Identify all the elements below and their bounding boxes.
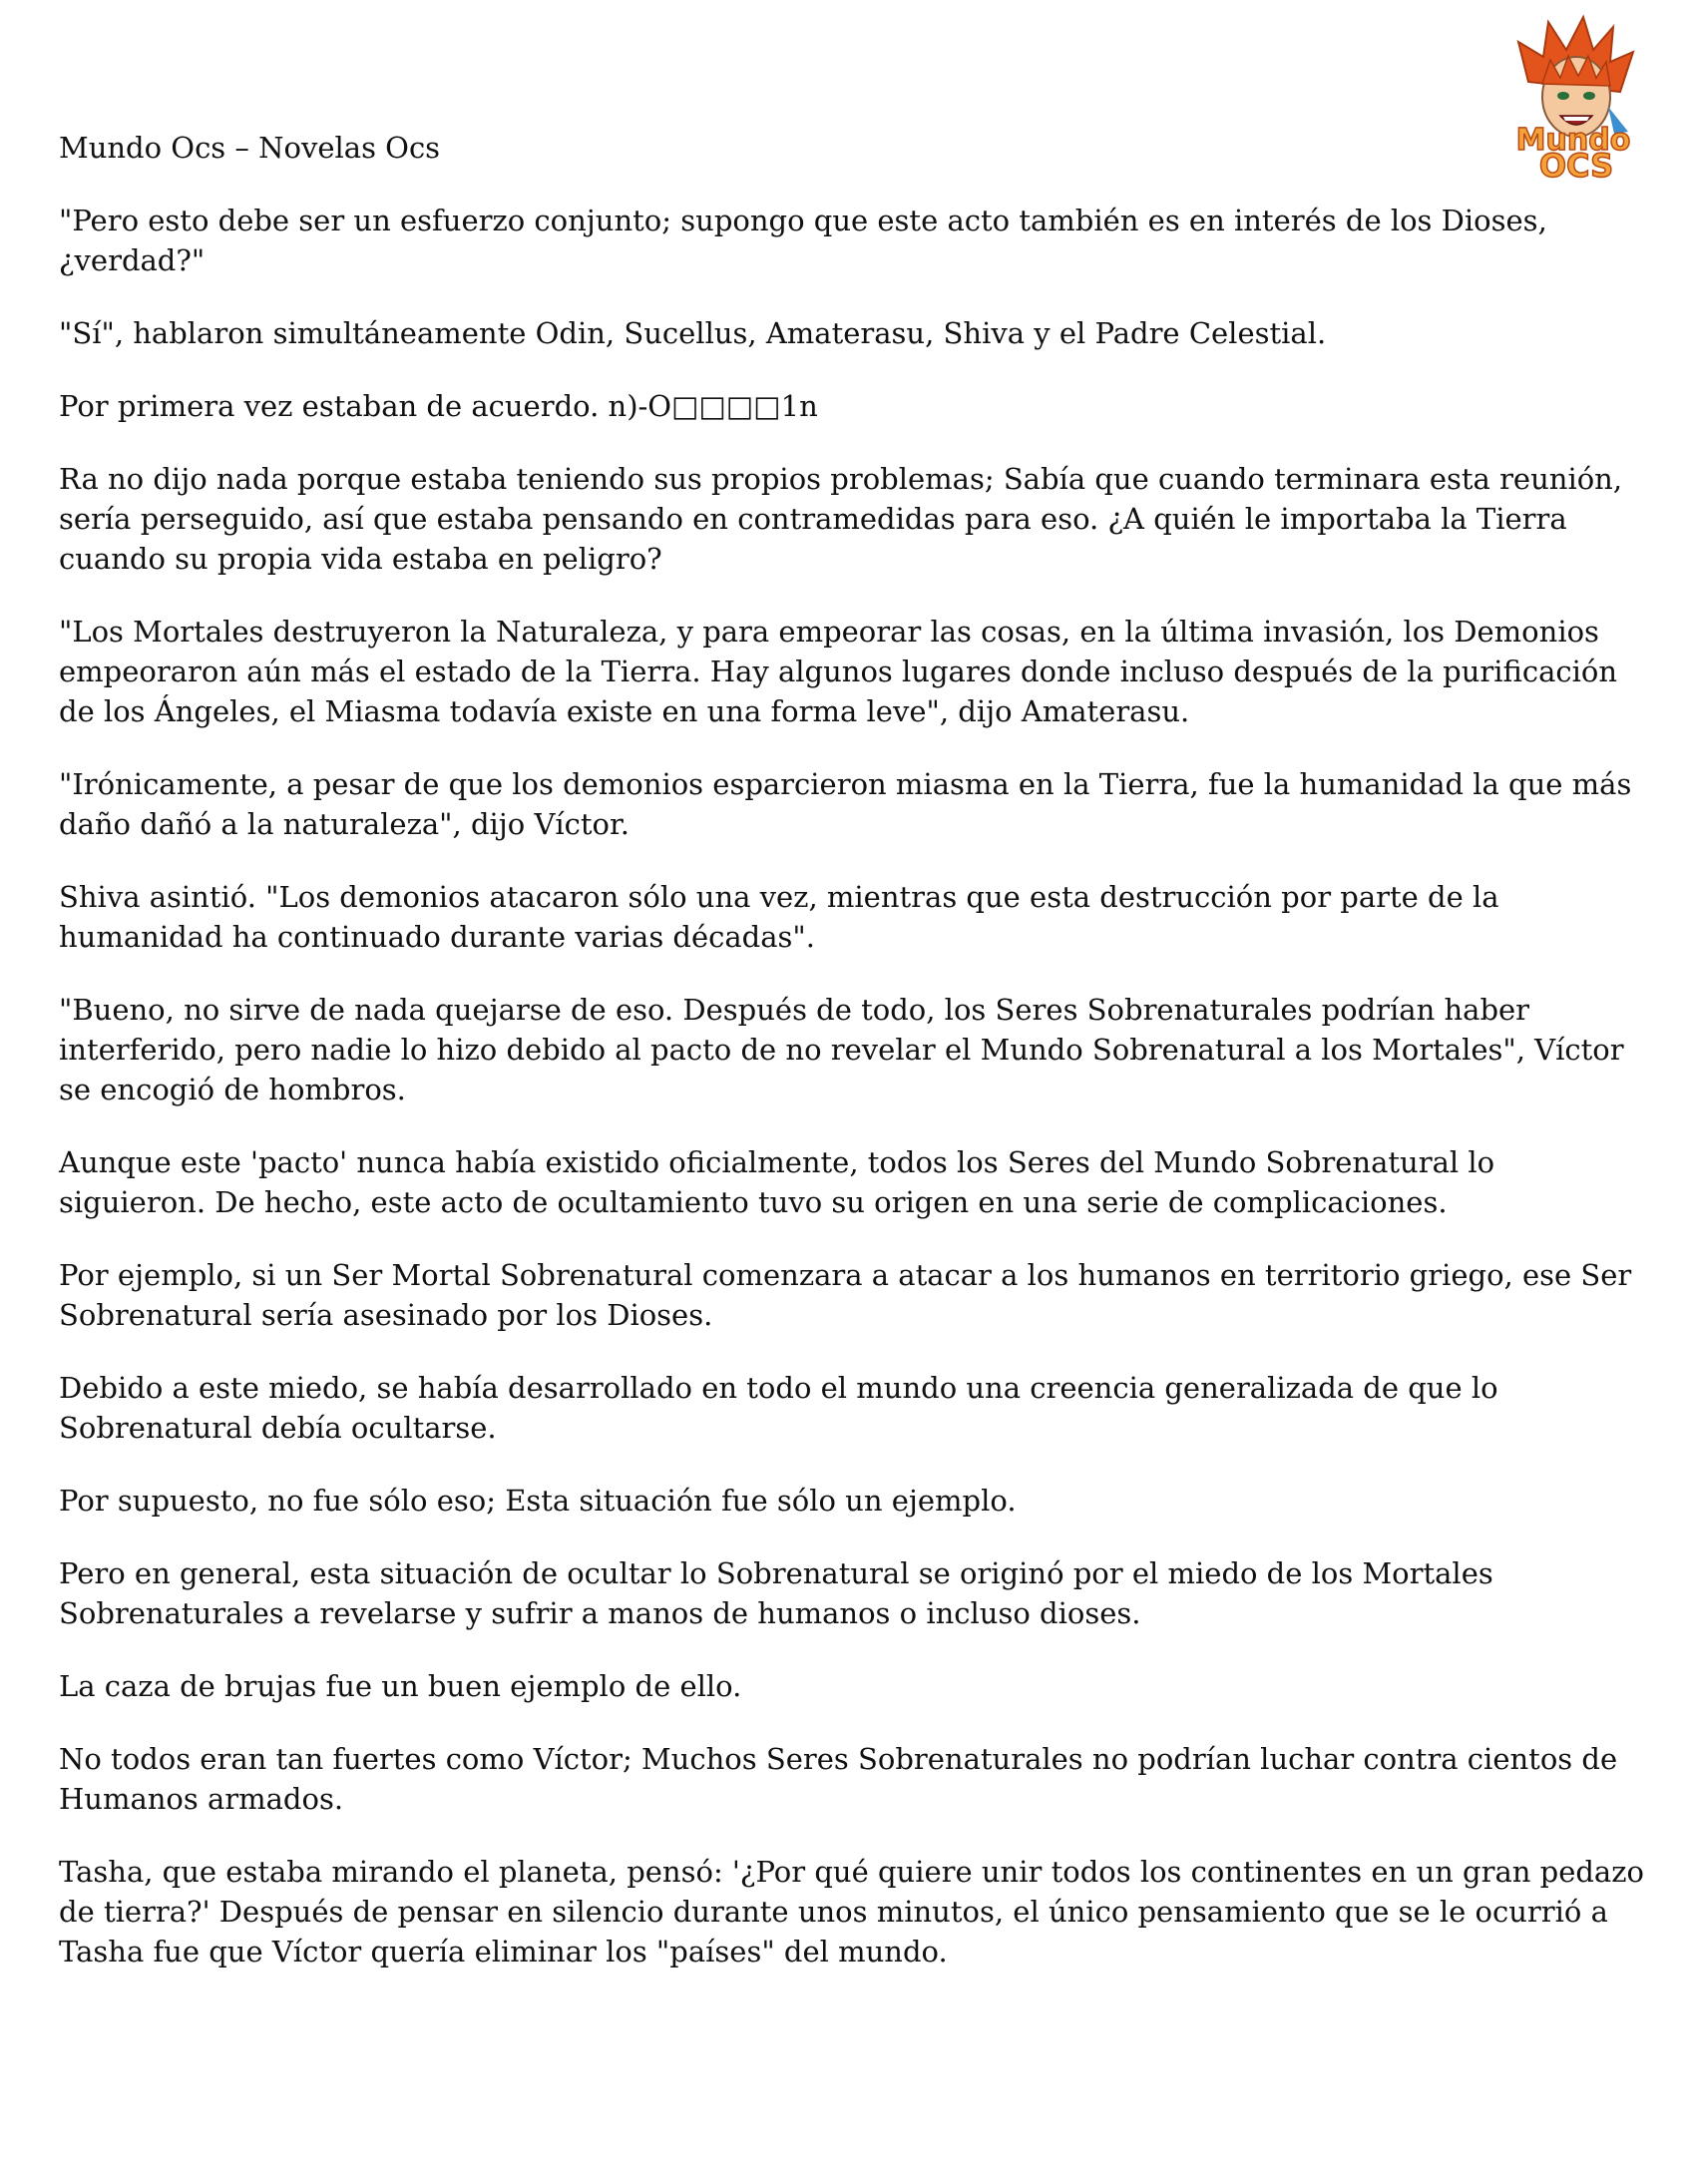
paragraph: "Bueno, no sirve de nada quejarse de eso. Después de todo, los Seres Sobrenaturales podrían haber interferido, pero nadie lo hizo debido al pacto de no revelar el Mundo Sobrenatural a los Mortales", Víctor se encogió de hombros. [59, 993, 1624, 1106]
logo-text-ocs: OCS [1538, 147, 1614, 182]
paragraph: "Los Mortales destruyeron la Naturaleza, y para empeorar las cosas, en la última invasión, los Demonios empeoraron aún más el estado de la Tierra. Hay algunos lugares donde incluso después de la purificación de los Ángeles, el Miasma todavía existe en una forma leve", dijo Amaterasu. [59, 615, 1618, 728]
paragraph: "Irónicamente, a pesar de que los demonios esparcieron miasma en la Tierra, fue la humanidad la que más daño dañó a la naturaleza", dijo Víctor. [59, 767, 1632, 841]
paragraph: La caza de brujas fue un buen ejemplo de ello. [59, 1669, 742, 1703]
paragraph: Pero en general, esta situación de ocultar lo Sobrenatural se originó por el miedo de los Mortales Sobrenaturales a revelarse y sufrir a manos de humanos o incluso dioses. [59, 1556, 1493, 1630]
paragraph: "Pero esto debe ser un esfuerzo conjunto; supongo que este acto también es en interés de los Dioses, ¿verdad?" [59, 204, 1547, 277]
paragraph: Tasha, que estaba mirando el planeta, pensó: '¿Por qué quiere unir todos los continentes en un gran pedazo de tierra?' Después de pensar en silencio durante unos minutos, el único pensamiento que se le ocurrió a Tasha fue que Víctor quería eliminar los "países" del mundo. [59, 1855, 1644, 1968]
paragraph: Debido a este miedo, se había desarrollado en todo el mundo una creencia generalizada de que lo Sobrenatural debía ocultarse. [59, 1371, 1498, 1445]
logo-text-mundo: Mundo [1515, 123, 1631, 158]
paragraph: No todos eran tan fuertes como Víctor; Muchos Seres Sobrenaturales no podrían luchar contra cientos de Humanos armados. [59, 1742, 1618, 1816]
paragraph: Por supuesto, no fue sólo eso; Esta situación fue sólo un ejemplo. [59, 1484, 1017, 1518]
paragraph: "Sí", hablaron simultáneamente Odin, Sucellus, Amaterasu, Shiva y el Padre Celestial. [59, 316, 1327, 350]
page-title: Mundo Ocs – Novelas Ocs [59, 131, 441, 165]
paragraph: Por primera vez estaban de acuerdo. n)-O□□□□1n [59, 389, 818, 423]
paragraph: Shiva asintió. "Los demonios atacaron sólo una vez, mientras que esta destrucción por parte de la humanidad ha continuado durante varias décadas". [59, 880, 1499, 954]
paragraph: Por ejemplo, si un Ser Mortal Sobrenatural comenzara a atacar a los humanos en territorio griego, ese Ser Sobrenatural sería asesinado por los Dioses. [59, 1258, 1632, 1332]
paragraph: Ra no dijo nada porque estaba teniendo sus propios problemas; Sabía que cuando terminara esta reunión, sería perseguido, así que estaba pensando en contramedidas para eso. ¿A quién le importaba la Tierra cuando su propia vida estaba en peligro? [59, 462, 1623, 576]
document-body [59, 128, 1645, 2004]
paragraph: Aunque este 'pacto' nunca había existido oficialmente, todos los Seres del Mundo Sobrenatural lo siguieron. De hecho, este acto de ocultamiento tuvo su origen en una serie de complicaciones. [59, 1145, 1495, 1219]
